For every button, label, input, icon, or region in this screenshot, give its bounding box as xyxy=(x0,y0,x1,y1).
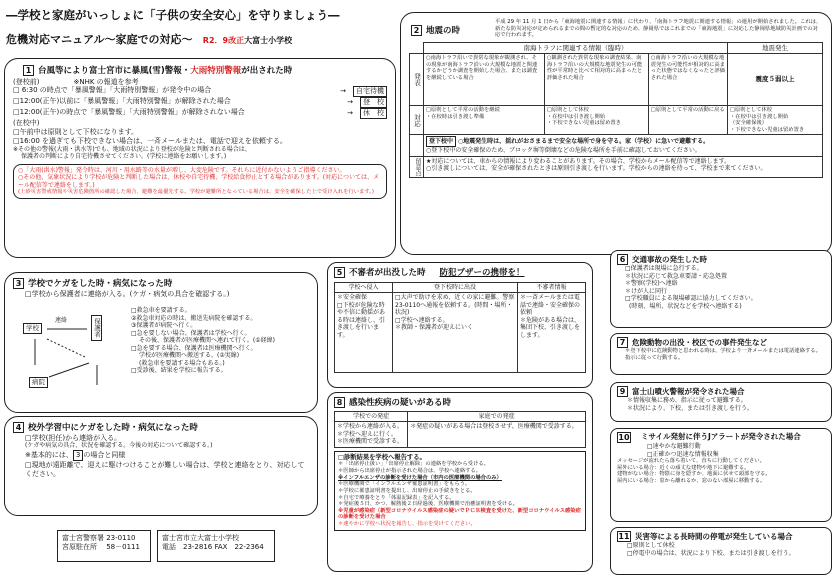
police-contacts xyxy=(57,530,151,562)
result-badge: 自宅待機 xyxy=(353,86,387,97)
intro-text: 平成 29 年 11 月 1 日から「東海地震に関連する情報」に代わり、「南海トラフ地震に関連する情報」の運用が開始されました。これは、新たな防災対応が定められるまでの間の暫定的な対応のため、静岡県ではこれまでの「東海地震」に対応した静岡県地域防災計画での対応で行われます。 xyxy=(495,19,822,39)
section-number: 1 xyxy=(23,65,34,76)
section-number: 11 xyxy=(618,532,630,541)
note-line: ※その他の警報(大雨・洪水等)でも、地域の状況により登校が危険と判断される場合は、 xyxy=(13,145,251,153)
section-7-dangerous-animals xyxy=(610,333,832,375)
diagram-hospital: 病院 xyxy=(29,377,48,388)
rule-line: □受診後、結果を学校に報告する。 xyxy=(131,367,227,374)
header-title: ―学校と家庭がいっしょに「子供の安全安心」を守りましょう― xyxy=(6,8,340,22)
rule-line: □診断結果を学校へ報告する。 xyxy=(338,453,426,461)
nhk-note: ※NHK の報道を参考 xyxy=(73,77,139,86)
rule-line: ＊状況により、下校、または引き渡しを行う。 xyxy=(627,404,754,412)
caution-line: ＊速やかに学校へ状況を報告し、指示を受けてください。 xyxy=(338,520,476,527)
rule-line: ②救急車対応の時は、搬送先病院を確認する。 xyxy=(131,314,257,322)
rule-line: □急を要しない場合、保護者は学校へ行く。 xyxy=(131,329,251,337)
section-5-suspicious-person xyxy=(327,262,593,388)
police-phone: 富士宮警察署 23-0110 xyxy=(62,534,136,542)
rule-line: ③保護者が病院へ行く。 xyxy=(131,322,197,329)
police-box-phone: 宮原駐在所 58－0111 xyxy=(62,542,140,551)
table-cell: ○南海トラフ沿いで異常な現象が観測され、その現象が南海トラフ沿いの大規模な地震と関連するかどうか調査を開始した場合、または調査を継続している場合 xyxy=(424,53,545,105)
result-badge: 登 校 xyxy=(360,97,387,108)
rule-line: ＊情報収集に務め、指示に従って避難する。 xyxy=(627,397,747,404)
section-number: 2 xyxy=(411,25,422,36)
rule-line: □急を要する場合、保護者は医療機関へ行く。 xyxy=(131,344,257,352)
rule-line: □12:00(正午)の時点で「暴風警報」「大雨特別警報」が解除されない場合 → 休 校 xyxy=(13,108,387,119)
section-title-end: が出された時 xyxy=(241,66,293,76)
caution-line: (土砂災害警戒情報や災害危険箇所の確認した場合、避難を最優先する。学校が避難所となっている場合は、安全を確保した上で受け入れを行います。) xyxy=(18,189,374,196)
section-title: 災害等による長時間の停電が発生している場合 xyxy=(635,532,793,541)
section-title: 学校でケガをした時・病気になった時 xyxy=(28,279,173,289)
rule-line: □原則として休校 xyxy=(627,542,675,549)
table-header: 不審者情報 xyxy=(518,282,586,293)
section-6-traffic-accident xyxy=(610,250,832,328)
section-number: 4 xyxy=(13,422,24,433)
rule-line: ＊発症後５日、かつ、解熱後２日経過後、医療機関で治癒証明書を受ける。 xyxy=(338,501,518,508)
table-cell: □原則として平常の活動を継続 ・在校時は引き渡し準備 xyxy=(424,105,545,134)
earthquake-table xyxy=(409,42,823,178)
rule-line: その後、保護者が医療機関へ連れて行く。(①経緯) xyxy=(139,337,275,344)
school-name-footer: 富士宮市立大富士小学校 xyxy=(162,534,239,542)
rule-line: ＊けが人に同行 xyxy=(625,287,668,295)
section-title: 地震の時 xyxy=(426,26,461,36)
rule-line: □ 6:30 の時点で「暴風警報」「大雨特別警報」が発令中の場合 → 自宅待機 xyxy=(13,86,387,97)
diagram-school: 学校 xyxy=(23,323,42,334)
caution-box xyxy=(13,164,387,199)
rule-line: ＊「出席停止扱い」「出席停止解除」の連絡を学校から受ける。 xyxy=(338,461,489,468)
rule-line: ＊学校に罹患証明書を提出し、出席停止の手続きをとる。 xyxy=(338,487,476,494)
table-cell: ＊学校から連絡が入る。 ＊学校へ迎えに行く。 ＊医療機関で受診する。 xyxy=(335,422,408,448)
rule-line: ＊警察(学校)へ連絡 xyxy=(625,280,678,287)
manual-title: 危機対応マニュアル～家庭での対応～ xyxy=(6,33,193,46)
rule-line: 建物がない場合：物陰に身を隠すか、地面に伏せて頭部を守る。 xyxy=(617,471,771,478)
table-header: 家庭での発症 xyxy=(408,411,586,422)
section-title: ミサイル発射に伴うJアラートが発令された場合 xyxy=(641,432,801,441)
table-header: 南海トラフに関連する情報（臨時） xyxy=(424,42,728,53)
section-number: 6 xyxy=(617,254,628,265)
rule-line: (救急車を要請する場合もある。) xyxy=(139,359,225,367)
section-1-typhoon xyxy=(4,58,396,258)
section-title: 校外学習中にケガをした時・病気になった時 xyxy=(28,423,198,433)
section-number: 9 xyxy=(617,386,628,397)
school-phone: 電話 23-2816 FAX 22-2364 xyxy=(162,542,264,551)
table-cell: ＊安全確保 □下校が危険な時や不信に動揺がある時は連絡し、引き渡しを行います。 xyxy=(335,293,393,373)
rule-line: ＊医療機関で「インフルエンザ罹患証明書」をもらう。 xyxy=(338,481,471,488)
before-school-label: (登校前) xyxy=(13,77,40,86)
revision-label: R2．9改正 xyxy=(202,36,245,45)
table-cell: □原則として平常の活動に戻る xyxy=(648,105,727,134)
rule-line: ＊登下校中に危険動物と思われる時は、学校より一斉メールまたは電話連絡する。指示に従って行動する。 xyxy=(625,348,821,361)
table-header: 学校での発症 xyxy=(335,411,408,422)
rule-line: □停電中の場合は、状況により下校、または引き渡しを行う。 xyxy=(627,549,795,557)
section-number: 8 xyxy=(334,397,345,408)
note-line: 保護者の判断により自宅待機させてください。(学校に連絡をお願いします。) xyxy=(21,153,227,161)
section-title: 交通事故の発生した時 xyxy=(632,255,707,264)
table-cell: ＊発症の疑いがある場合は登校させず、医療機関で受診する。 xyxy=(408,422,586,448)
rule-line: □学校(担任)から連絡が入る。 xyxy=(25,433,122,442)
rule-line: □16:00 を過ぎても下校できない場合は、一斉メールまたは、電話で迎えを依頼する。 xyxy=(13,136,287,145)
header-subtitle xyxy=(6,33,292,47)
rule-line: ※インフルエンザの診断を受けた場合（市内の医療機関の場合のみ） xyxy=(338,474,502,481)
rule-line: □保護者は現場に急行する。 xyxy=(625,265,703,272)
school-name: 大富士小学校 xyxy=(244,36,293,45)
rule-line: ※基本的には、 3 の場合と同様 xyxy=(25,450,126,459)
section-3-injury xyxy=(4,272,318,413)
table-cell: ＊一斉メールまたは電話で連絡・安全確保の依頼 ＊危険がある場合は、集団下校、引き渡しをします。 xyxy=(518,293,586,373)
section-2-earthquake xyxy=(400,12,832,255)
rule-line: □午前中は原則として下校になります。 xyxy=(13,128,139,137)
row-label: 留意点 xyxy=(410,156,424,177)
rule-line: □学校から保護者に連絡が入る。(ケガ・病気の具合を確認する。) xyxy=(25,289,230,298)
row-label: 発表 xyxy=(410,53,424,105)
table-header: 登下校時に出没 xyxy=(393,282,518,293)
table-cell: □原則として休校 ・在校中は引き渡し開始 ・下校できない児童は留め置き xyxy=(544,105,648,134)
commute-tag: 登下校中 xyxy=(426,136,456,147)
diagram-parent: 保護者 xyxy=(91,315,102,341)
section-title-red: 大雨特別警報 xyxy=(190,66,242,76)
section-4-field-trip xyxy=(4,416,318,516)
section-ref: 3 xyxy=(73,450,83,461)
rule-line: (ケガや病気の具合、状況を確認する。今後の対応について確認する。) xyxy=(25,442,213,450)
disease-table xyxy=(334,411,586,448)
section-number: 3 xyxy=(13,278,24,289)
rule-line: □12:00(正午)以前に「暴風警報」「大雨特別警報」が解除された場合 → 登 校 xyxy=(13,97,387,108)
rule-line: ＊状況に応じて救急車要請・応急処置 xyxy=(625,272,728,280)
table-cell: □大声で助けを求め、近くの家に避難。警察23-0110へ通報を依頼する。(時間・場所・状況) □学校へ連絡する。 ＊教師・保護者が迎えにいく xyxy=(393,293,518,373)
rule-line: □正確かつ迅速な情報収集 xyxy=(647,450,719,458)
flow-diagram xyxy=(23,307,113,393)
section-title: 不審者が出没した時 xyxy=(349,268,426,278)
rule-line: 学校が医療機関へ搬送する。(②実線) xyxy=(139,352,240,359)
section-title: 危険動物の出没・校区での事件発生など xyxy=(632,338,767,347)
rule-line: 屋内にいる場合：窓から離れるか、窓のない部屋に移動する。 xyxy=(617,477,766,484)
section-title: 感染性疾病の疑いがある時 xyxy=(349,398,452,408)
suspicious-person-table xyxy=(334,282,586,374)
section-8-infectious-disease xyxy=(327,392,593,572)
section-number: 10 xyxy=(618,433,630,442)
table-header: 学校へ侵入 xyxy=(335,282,393,293)
result-badge: 休 校 xyxy=(360,108,387,119)
caution-line: ○「大雨(洪水)警報」発令時は、河川・用水路等の水量が増し、大変危険です。それらに近付かないようご指導ください。 xyxy=(18,166,346,174)
section-number: 7 xyxy=(617,337,628,348)
caution-line: ※児童が感染症（新型コロナウイルス感染症の疑いでＰＣＲ検査を受けた、新型コロナウイルス感染症の診断を受けた場合 xyxy=(338,507,581,521)
section-title: 富士山噴火警報が発令された場合 xyxy=(632,387,745,396)
commute-row: 登下校中 ○地震発生時は、揺れがおさまるまで安全な場所で身を守る。家（学校）に急いで避難する。 ○登下校中の安全確保のため、ブロック塀等倒壊などの危険な場所を手前に確認しておいてください。 xyxy=(424,135,823,157)
table-header: 地震発生 xyxy=(728,42,823,53)
caution-line: ○その他、気象状況により学校が危険と判断した場合は、休校や自宅待機、学校給食停止とする場合があります。(対応については、メール配信等で連絡をします。) xyxy=(18,174,379,189)
rule-line: (時刻、場所、状況などを学校へ連絡する) xyxy=(629,302,742,310)
rule-line: □速やかな避難行動 xyxy=(647,443,701,450)
section-10-missile-alert xyxy=(610,428,832,522)
in-school-label: (在校中) xyxy=(13,119,40,128)
rule-line: □救急車を要請する。 xyxy=(131,307,191,314)
table-cell: □原則として休校 ・在校中は引き渡し開始 （安全確保後） ・下校できない児童は留め置き xyxy=(728,105,823,134)
rule-line: 屋外にいる場合：近くの頑丈な建物や地下に避難する。 xyxy=(617,464,750,471)
rule-line: メッセージが流れたら落ち着いて、直ちに行動してください。 xyxy=(617,458,765,464)
table-cell: ○南海トラフ沿いの大規模な地震発生の可能性が相対的に高まった状態ではなくなったと評価された場合 xyxy=(648,53,727,105)
buzzer-note: 防犯ブザーの携帯を！ xyxy=(439,268,525,278)
section-number: 5 xyxy=(334,267,345,278)
diagram-contact: 連絡 xyxy=(55,317,68,324)
diagnosis-box xyxy=(334,451,586,531)
section-11-power-outage xyxy=(610,527,832,575)
school-contacts xyxy=(157,530,275,562)
table-cell: 震度５弱以上 xyxy=(728,53,823,105)
notes-cell: ★対応については、車からの情報により変わることがあります。その場合、学校からメール配信等で連絡します。 ○引き渡しについては、安全が確保されたときは原則引き渡しを行います。学校からの連絡を待って、学校まで来てください。 xyxy=(424,156,823,177)
rule-line: ＊医師から出席停止が指示された場合は、学校へ連絡する。 xyxy=(338,468,482,475)
row-label: 対応 xyxy=(410,105,424,134)
table-cell: ○観測された異常な現象の調査結果、南海トラフ沿いの大規模な地震発生の可能性が平常時と比べて相対的に高まったと評価された場合 xyxy=(544,53,648,105)
rule-line: □現地が遠距離で、迎えに駆けつけることが難しい場合は、学校と連絡をとり、対応してください。 xyxy=(25,460,305,478)
section-title: 台風等により富士宮市に暴風(雪)警報・ xyxy=(38,66,191,76)
rule-line: □学校職員による現場確認に協力してください。 xyxy=(625,295,757,302)
section-9-volcano xyxy=(610,382,832,422)
rule-line: ＊自宅で療養をとり「体温記録表」を記入する。 xyxy=(338,494,455,501)
